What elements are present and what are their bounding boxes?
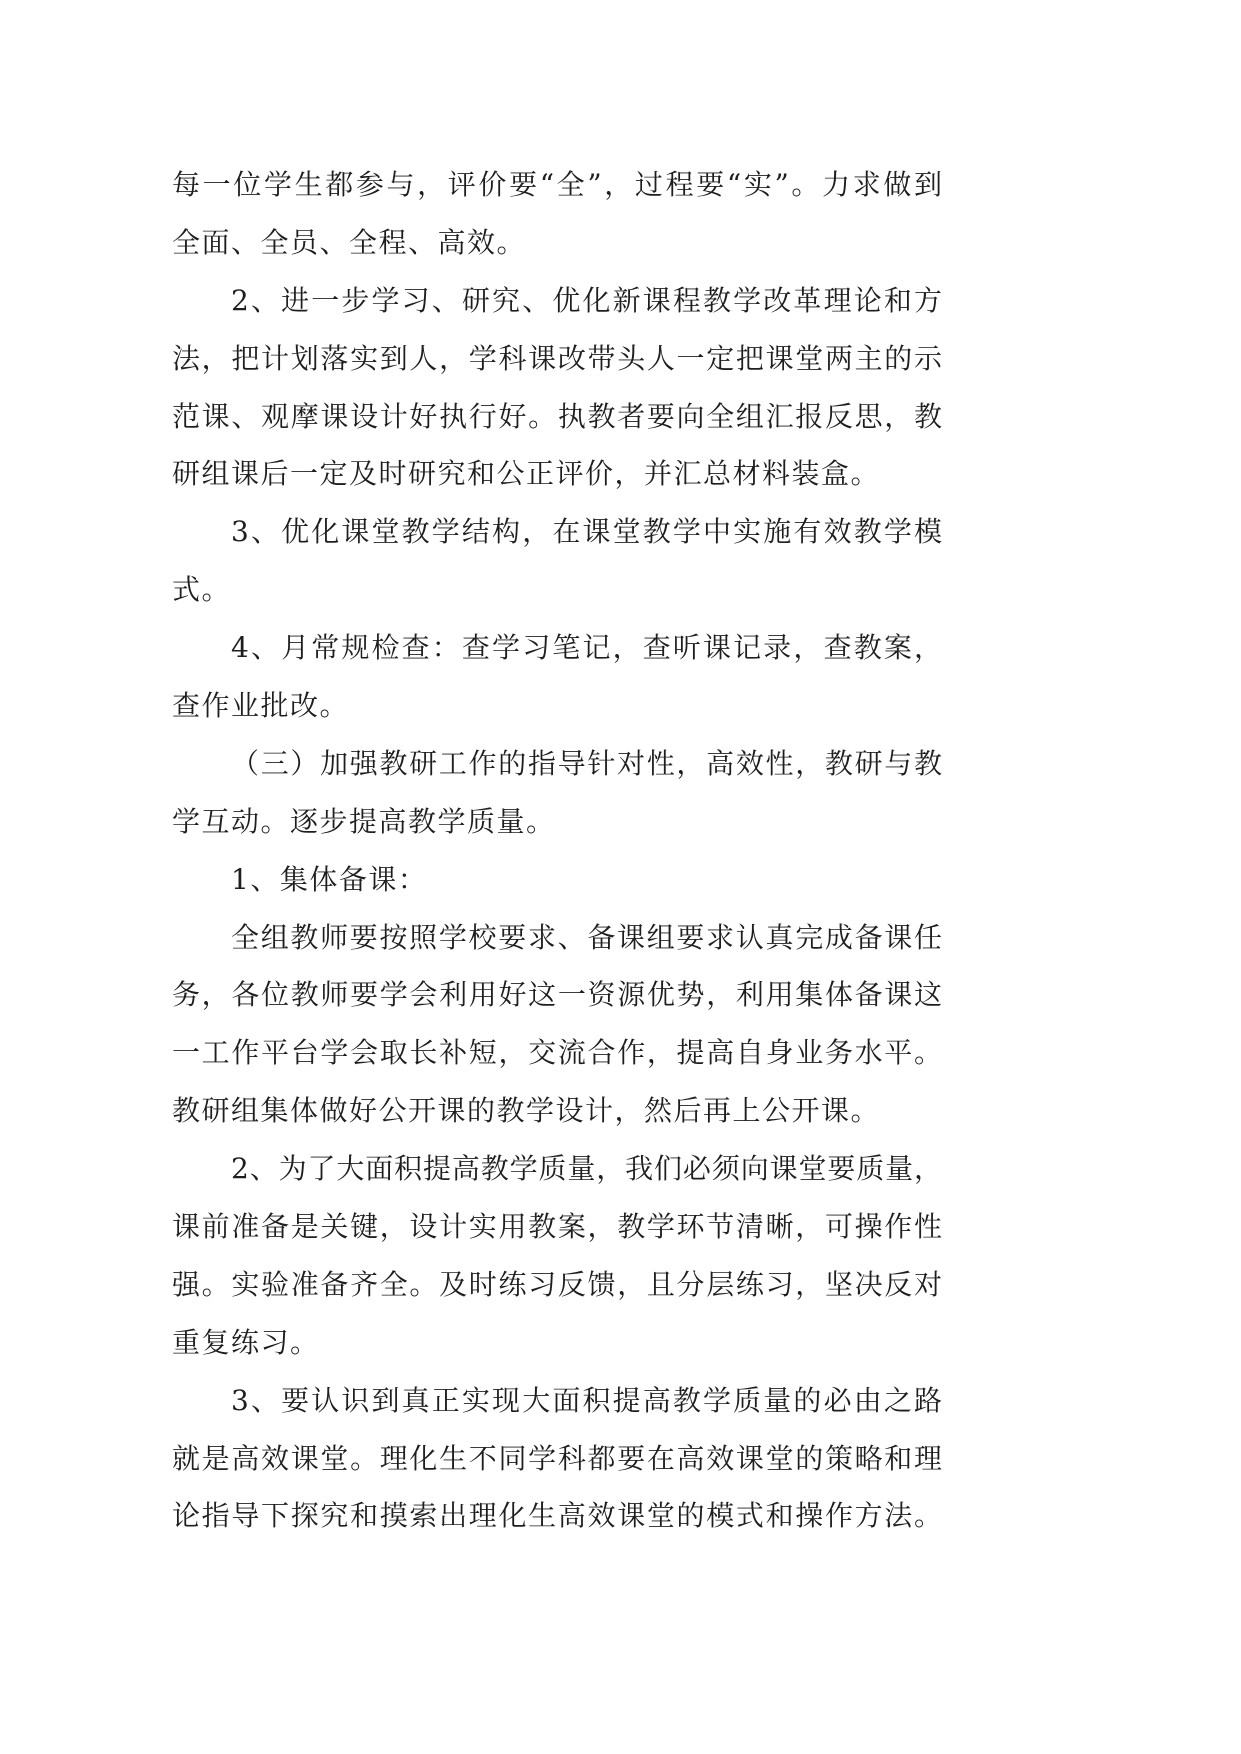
text-line: 教研组集体做好公开课的教学设计，然后再上公开课。 [172, 1094, 881, 1128]
text-line: 研组课后一定及时研究和公正评价，并汇总材料装盒。 [172, 457, 881, 491]
text-line: 一工作平台学会取长补短，交流合作，提高自身业务水平。 [172, 1036, 942, 1070]
text-line: 学互动。逐步提高教学质量。 [172, 804, 556, 838]
document-body [172, 156, 942, 1545]
text-line: 4、月常规检查：查学习笔记，查听课记录，查教案， [231, 631, 942, 665]
paragraph [172, 1140, 942, 1372]
text-line: 就是高效课堂。理化生不同学科都要在高效课堂的策略和理 [172, 1441, 942, 1475]
text-line: 法，把计划落实到人，学科课改带头人一定把课堂两主的示 [172, 341, 942, 375]
paragraph [172, 156, 942, 272]
text-line: 每一位学生都参与，评价要“全”，过程要“实”。力求做到 [172, 168, 942, 201]
text-line: 范课、观摩课设计好执行好。执教者要向全组汇报反思，教 [172, 399, 942, 433]
section-heading [172, 735, 942, 851]
text-line: 式。 [172, 573, 232, 607]
text-line: 重复练习。 [172, 1325, 320, 1359]
text-line: 2、进一步学习、研究、优化新课程教学改革理论和方 [231, 283, 942, 317]
paragraph [172, 272, 942, 504]
text-line: 3、优化课堂教学结构，在课堂教学中实施有效教学模 [231, 515, 942, 549]
paragraph [172, 503, 942, 619]
text-line: （三）加强教研工作的指导针对性，高效性，教研与教 [231, 746, 942, 780]
paragraph [172, 909, 942, 1141]
text-line: 1、集体备课： [231, 862, 428, 896]
paragraph [172, 1372, 942, 1546]
text-line: 全面、全员、全程、高效。 [172, 225, 527, 259]
text-line: 强。实验准备齐全。及时练习反馈，且分层练习，坚决反对 [172, 1267, 942, 1301]
subheading [172, 851, 942, 909]
text-line: 课前准备是关键，设计实用教案，教学环节清晰，可操作性 [172, 1210, 942, 1244]
text-line: 全组教师要按照学校要求、备课组要求认真完成备课任 [231, 920, 942, 954]
text-line: 查作业批改。 [172, 689, 350, 723]
text-line: 3、要认识到真正实现大面积提高教学质量的必由之路 [231, 1383, 942, 1417]
text-line: 务，各位教师要学会利用好这一资源优势，利用集体备课这 [172, 978, 942, 1012]
text-line: 2、为了大面积提高教学质量，我们必须向课堂要质量， [231, 1152, 942, 1186]
paragraph [172, 619, 942, 735]
text-line: 论指导下探究和摸索出理化生高效课堂的模式和操作方法。 [172, 1499, 942, 1533]
